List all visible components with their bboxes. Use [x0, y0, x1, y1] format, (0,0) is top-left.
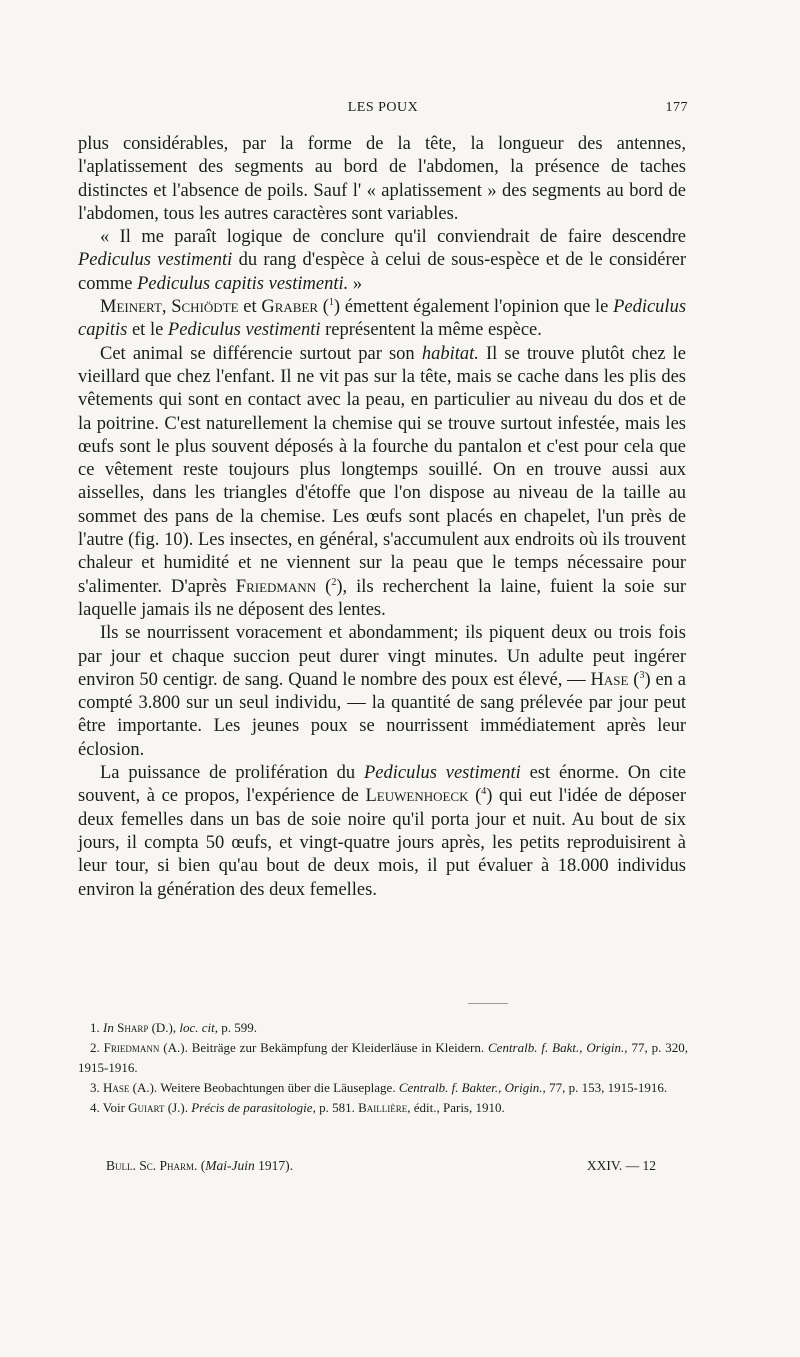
- page-number: 177: [665, 100, 688, 115]
- emphasis: In: [103, 1020, 114, 1035]
- footnote-3: [78, 1078, 688, 1098]
- author-name: Hase: [103, 1080, 130, 1095]
- author-name: Leuwenhoeck: [365, 786, 469, 807]
- author-name: Schiödte: [171, 297, 239, 318]
- text-run: du rang d'espèce à celui de sous-espèce et de le considérer comme: [78, 250, 686, 294]
- journal-title: Centralb. f. Bakt., Origin.,: [488, 1040, 628, 1055]
- text-run: p. 599.: [218, 1020, 258, 1035]
- text-run: 77, p. 320, 1915-1916.: [78, 1040, 689, 1075]
- author-name: Friedmann: [235, 576, 317, 597]
- book-title: Précis de parasitologie,: [191, 1100, 316, 1115]
- text-run: La puissance de prolifération du: [100, 763, 364, 784]
- text-run: p. 581.: [315, 1100, 359, 1115]
- body-text: [78, 133, 686, 902]
- emphasis: loc. cit,: [179, 1020, 219, 1035]
- paragraph-4: [78, 343, 686, 623]
- species-name: Pediculus capitis: [78, 297, 687, 341]
- paragraph-1: [78, 133, 686, 226]
- paragraph-2: [78, 226, 686, 296]
- text-run: (: [628, 669, 640, 690]
- text-run: et: [238, 297, 262, 318]
- text-run: représentent la même espèce.: [320, 320, 542, 341]
- author-name: Graber: [261, 297, 319, 318]
- text-run: ), ils recherchent la laine, fuient la soie sur laquelle jamais ils ne déposent des lentes.: [78, 576, 687, 620]
- species-name: Pediculus vestimenti: [78, 250, 233, 271]
- text-run: »: [348, 273, 363, 294]
- text-run: 77, p. 153, 1915-1916.: [545, 1080, 668, 1095]
- footnote-number: 3.: [90, 1080, 100, 1095]
- author-name: Sharp: [117, 1020, 149, 1035]
- journal-title: Centralb. f. Bakter., Origin.,: [398, 1080, 546, 1095]
- text-run: (: [197, 1158, 206, 1173]
- footnote-ref: 4: [481, 786, 487, 798]
- text-run: (A.). Weitere Beobachtungen über die Läuseplage.: [129, 1080, 399, 1095]
- footnote-number: 2.: [90, 1040, 100, 1055]
- text-run: ) en a compté 3.800 sur un seul individu, — la quantité de sang prélevée par jour peut être importante. Les jeunes poux se nourrissent immédiatement après leur éclosion.: [78, 669, 686, 760]
- footnote-divider: [468, 1003, 508, 1004]
- text-run: Voir: [102, 1100, 129, 1115]
- author-name: Meinert: [100, 297, 162, 318]
- footnote-2: [78, 1038, 688, 1078]
- text-run: (A.). Beiträge zur Bekämpfung der Kleiderläuse in Kleidern.: [159, 1040, 488, 1055]
- footnote-ref: 1: [328, 296, 334, 308]
- species-name: Pediculus vestimenti: [167, 320, 321, 341]
- emphasis: habitat.: [421, 343, 479, 364]
- text-run: , édit., Paris, 1910.: [407, 1100, 505, 1115]
- text-run: (: [316, 576, 332, 597]
- footnotes: [78, 1018, 688, 1118]
- publisher-name: Baillière: [358, 1100, 408, 1115]
- text-run: (D.),: [148, 1020, 180, 1035]
- text-run: Il se trouve plutôt chez le vieillard que chez l'enfant. Il ne vit pas sur la tête, mais se cache dans les plis des vêtements qui sont en contact avec la peau, en particulier au niveau du dos et de la poitrine. C'est naturellement la chemise qui se trouve surtout infestée, mais les œufs sont le plus souvent déposés à la fourche du pantalon et c'est pour cela que ce vêtement reste toujours plus longtemps souillé. On en trouve aussi aux aisselles, dans les triangles d'étoffe que l'on dispose au niveau de la taille au sommet des pans de la chemise. Les œufs sont placés en chapelet, l'un près de l'autre (fig. 10). Les insectes, en général, s'accumulent aux endroits où ils trouvent chaleur et humidité et ne viennent sur la peau que le temps nécessaire pour s'alimenter. D'après: [78, 343, 686, 597]
- paragraph-3: [78, 296, 686, 343]
- text-run: 1917).: [254, 1158, 294, 1173]
- footnote-number: 4.: [90, 1100, 100, 1115]
- journal-name: Bull. Sc. Pharm.: [106, 1158, 198, 1173]
- text-run: « Il me paraît logique de conclure qu'il conviendrait de faire descendre: [100, 227, 686, 248]
- text-run: Cet animal se différencie surtout par son: [100, 343, 422, 364]
- text-run: Ils se nourrissent voracement et abondamment; ils piquent deux ou trois fois par jour et chaque succion peut durer vingt minutes. Un adulte peut ingérer environ 50 centigr. de sang. Quand le nombre des poux est élevé, —: [78, 623, 686, 690]
- text-run: (J.).: [164, 1100, 192, 1115]
- text-run: et le: [127, 320, 168, 341]
- text-run: ,: [161, 297, 172, 318]
- author-name: Friedmann: [103, 1040, 160, 1055]
- author-name: Hase: [590, 669, 629, 690]
- species-name: Pediculus vestimenti: [363, 763, 521, 784]
- running-title: LES POUX: [347, 100, 419, 115]
- footnote-1: [78, 1018, 688, 1038]
- footnote-ref: 2: [331, 576, 337, 588]
- footnote-4: [78, 1098, 688, 1118]
- text-run: ) qui eut l'idée de déposer deux femelles dans un bas de soie noire qu'il porta jour et nuit. Au bout de six jours, il compta 50 œufs, et vingt-quatre jours après, les petits reproduisirent à leur tour, si bien qu'au bout de deux mois, il put évaluer à 18.000 individus environ la génération des deux femelles.: [78, 786, 686, 900]
- text-run: est énorme. On cite souvent, à ce propos, l'expérience de: [78, 763, 686, 807]
- text-run: plus considérables, par la forme de la tête, la longueur des antennes, l'aplatissement des segments au bord de l'abdomen, la présence de taches distinctes et l'absence de poils. Sauf l' « aplatissement » des segments au bord de l'abdomen, tous les autres caractères sont variables.: [78, 134, 686, 224]
- paragraph-5: [78, 622, 686, 762]
- running-head: [78, 100, 688, 126]
- text-run: ) émettent également l'opinion que le: [333, 297, 614, 318]
- footnote-ref: 3: [639, 669, 645, 681]
- page-footer: [106, 1158, 656, 1174]
- species-name: Pediculus capitis vestimenti.: [137, 273, 349, 294]
- volume-signature: XXIV. — 12: [586, 1158, 656, 1173]
- author-name: Guiart: [128, 1100, 165, 1115]
- text-run: (: [318, 297, 329, 318]
- footnote-number: 1.: [90, 1020, 100, 1035]
- issue-months: Mai-Juin: [205, 1158, 255, 1173]
- text-run: (: [468, 786, 482, 807]
- paragraph-6: [78, 762, 686, 902]
- journal-citation: [106, 1158, 293, 1173]
